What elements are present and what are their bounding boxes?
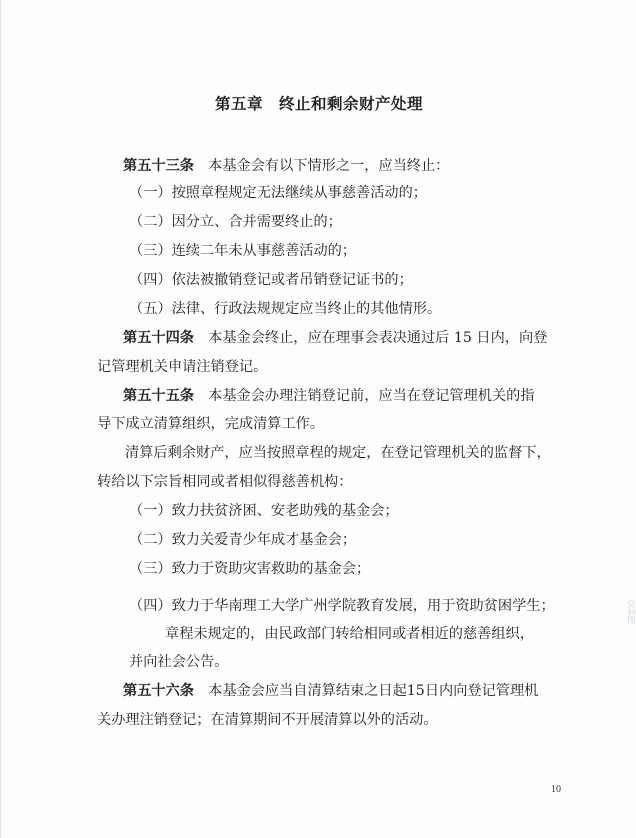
- article-54-line-1: [123, 328, 547, 348]
- article-55-item-4: （四）致力于华南理工大学广州学院教育发展，用于资助贫困学生；: [129, 598, 555, 614]
- article-56-text-1: 本基金会应当自清算结束之日起15日内向登记管理机: [208, 683, 539, 699]
- article-55-line-1: [123, 386, 534, 406]
- article-56-heading: 第五十六条: [123, 683, 194, 699]
- page-number: 10: [551, 784, 561, 795]
- article-53-item-4: （四）依法被撤销登记或者吊销登记证书的；: [129, 272, 413, 288]
- article-55-para-line-2: 转给以下宗旨相同或者相似得慈善机构：: [97, 474, 353, 490]
- article-53-item-3: （三）连续二年未从事慈善活动的；: [129, 243, 357, 259]
- article-54-text-1: 本基金会终止，应在理事会表决通过后 15 日内，向登: [208, 330, 548, 346]
- article-53-heading: 第五十三条: [123, 158, 194, 174]
- article-55-item-1: （一）致力扶贫济困、安老助残的基金会；: [129, 503, 399, 519]
- article-56-line-2: 关办理注销登记；在清算期间不开展清算以外的活动。: [97, 712, 438, 728]
- article-53-line: [123, 156, 449, 176]
- article-54-line-2: 记管理机关申请注销登记。: [97, 359, 268, 375]
- article-56-line-1: [123, 681, 538, 701]
- article-55-item-2: （二）致力关爱青少年成才基金会；: [129, 532, 357, 548]
- article-55-para-line-1: 清算后剩余财产，应当按照章程的规定，在登记管理机关的监督下，: [125, 445, 551, 461]
- article-55-line-2: 导下成立清算组织，完成清算工作。: [97, 416, 325, 432]
- article-54-heading: 第五十四条: [123, 330, 194, 346]
- article-53-item-5: （五）法律、行政法规规定应当终止的其他情形。: [129, 301, 442, 317]
- article-55-note-line-2: 并向社会公告。: [129, 654, 229, 670]
- article-53-item-1: （一）按照章程规定无法继续从事慈善活动的；: [129, 185, 427, 201]
- article-55-heading: 第五十五条: [123, 388, 194, 404]
- article-53-item-2: （二）因分立、合并需要终止的；: [129, 214, 342, 230]
- article-55-text-1: 本基金会办理注销登记前，应当在登记管理机关的指: [208, 388, 535, 404]
- chapter-title: 第五章 终止和剩余财产处理: [214, 95, 423, 113]
- article-55-item-3: （三）致力于资助灾害救助的基金会；: [129, 561, 371, 577]
- article-53-text: 本基金会有以下情形之一，应当终止：: [208, 158, 450, 174]
- article-55-note-line-1: 章程未规定的，由民政部门转给相同或者相近的慈善组织，: [165, 626, 534, 642]
- side-stamp-mark: 资料图: [627, 600, 636, 624]
